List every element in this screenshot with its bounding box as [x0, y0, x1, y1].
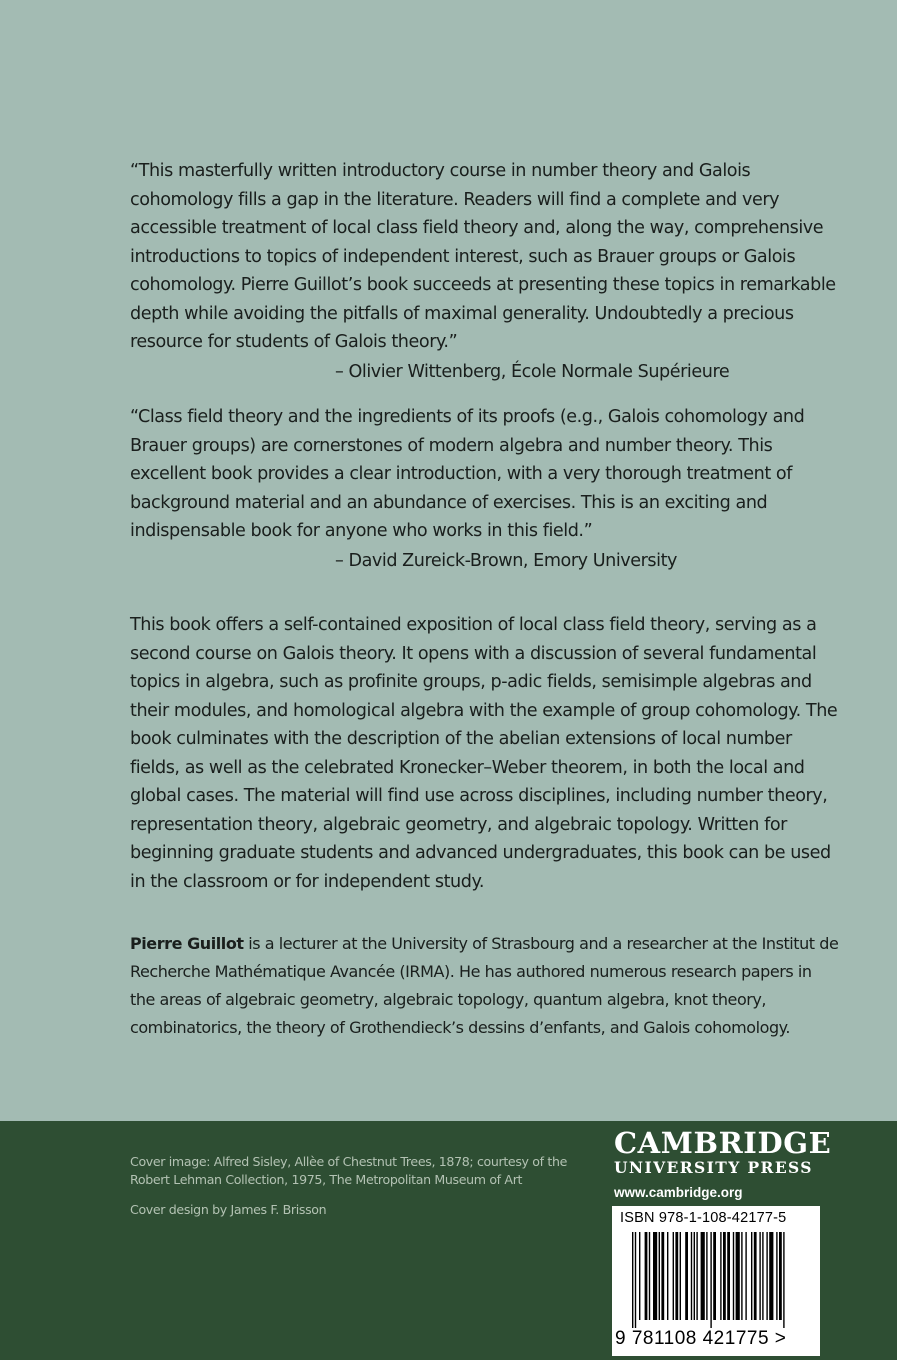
barcode-bar [661, 1232, 664, 1320]
barcode-bar [639, 1232, 640, 1320]
barcode-bar [736, 1232, 740, 1320]
cover-design-credit: Cover design by James F. Brisson [130, 1202, 327, 1217]
ean-digits: 9 781108 421775 > [615, 1328, 787, 1349]
endorsement-attribution-1: – Olivier Wittenberg, École Normale Supérieure [335, 361, 730, 382]
barcode-bar [762, 1232, 763, 1320]
cover-image-credit: Cover image: Alfred Sisley, Allèe of Chestnut Trees, 1878; courtesy of the Robert Lehman Collection, 1975, The Metropolitan Museum of Art [130, 1154, 567, 1187]
barcode-bar [667, 1232, 668, 1320]
cover-credits [130, 1153, 570, 1219]
barcode-bar [685, 1232, 688, 1320]
barcode-bar [691, 1232, 692, 1320]
barcode-bar [741, 1232, 742, 1320]
barcode-bar [694, 1232, 695, 1320]
publisher-logo [614, 1126, 832, 1200]
barcode-bar [675, 1232, 678, 1320]
barcode-bar [759, 1232, 760, 1320]
endorsement-attribution-2: – David Zureick-Brown, Emory University [335, 550, 677, 571]
endorsement-quote-2: “Class field theory and the ingredients of its proofs (e.g., Galois cohomology and Brauer groups) are cornerstones of modern algebra and number theory. This excellent book provides a clear introduction, with a very thorough treatment of background material and an abundance of exercises. This is an exciting and indispensable book for anyone who works in this field.” [130, 407, 805, 541]
publisher-name: CAMBRIDGE [614, 1126, 832, 1160]
isbn-number: ISBN 978-1-108-42177-5 [620, 1210, 787, 1226]
barcode-bar [779, 1232, 782, 1320]
barcode-bar [723, 1232, 726, 1320]
barcode-bar [696, 1232, 697, 1320]
barcode-bar [754, 1232, 757, 1320]
barcode-bar [751, 1232, 752, 1320]
author-bio-text: is a lecturer at the University of Strasbourg and a researcher at the Institut de Recherche Mathématique Avancée (IRMA). He has authored numerous research papers in the areas of algebraic geometry, algebraic topology, quantum algebra, knot theory, combinatorics, the theory of Grothendieck’s dessins d’enfants, and Galois cohomology. [130, 934, 839, 1037]
publisher-subtitle: UNIVERSITY PRESS [614, 1158, 813, 1177]
barcode-bar [659, 1232, 660, 1320]
barcode-bar [769, 1232, 773, 1320]
isbn-barcode [612, 1206, 820, 1356]
barcode-bar [783, 1232, 784, 1328]
author-name: Pierre Guillot [130, 934, 244, 953]
barcode-bar [653, 1232, 657, 1320]
back-cover-content [130, 157, 840, 1042]
barcode-bar [673, 1232, 674, 1320]
publisher-url: www.cambridge.org [614, 1185, 743, 1200]
footer-band [0, 1121, 897, 1360]
barcode-bar [701, 1232, 705, 1320]
barcode-bar [745, 1232, 746, 1320]
barcode-bar [680, 1232, 681, 1320]
barcode-bar [645, 1232, 648, 1320]
endorsement-quote-1: “This masterfully written introductory course in number theory and Galois cohomology fills a gap in the literature. Readers will find a complete and very accessible treatment of local class field theory and, along the way, comprehensive introductions to topics of independent interest, such as Brauer groups or Galois cohomology. Pierre Guillot’s book succeeds at presenting these topics in remarkable depth while avoiding the pitfalls of maximal generality. Undoubtedly a precious resource for students of Galois theory.” [130, 161, 836, 352]
barcode-bar [635, 1232, 636, 1328]
barcode-bar [713, 1232, 716, 1320]
barcode-bar [632, 1232, 633, 1328]
barcode-bar [649, 1232, 650, 1320]
barcode-bar [706, 1232, 707, 1320]
barcode-bar [766, 1232, 767, 1320]
barcode-bar [776, 1232, 777, 1320]
author-bio [130, 930, 840, 1042]
barcode-icon [612, 1232, 820, 1332]
barcode-bar [720, 1232, 721, 1320]
barcode-bar [710, 1232, 711, 1328]
book-description: This book offers a self-contained exposition of local class field theory, serving as a second course on Galois theory. It opens with a discussion of several fundamental topics in algebra, such as profinite groups, p-adic fields, semisimple algebras and their modules, and homological algebra with the example of group cohomology. The book culminates with the description of the abelian extensions of local number fields, as well as the celebrated Kronecker–Weber theorem, in both the local and global cases. The material will find use across disciplines, including number theory, representation theory, algebraic geometry, and algebraic topology. Written for beginning graduate students and advanced undergraduates, this book can be used in the classroom or for independent study. [130, 615, 838, 892]
barcode-bar [733, 1232, 734, 1320]
barcode-bar [727, 1232, 730, 1320]
